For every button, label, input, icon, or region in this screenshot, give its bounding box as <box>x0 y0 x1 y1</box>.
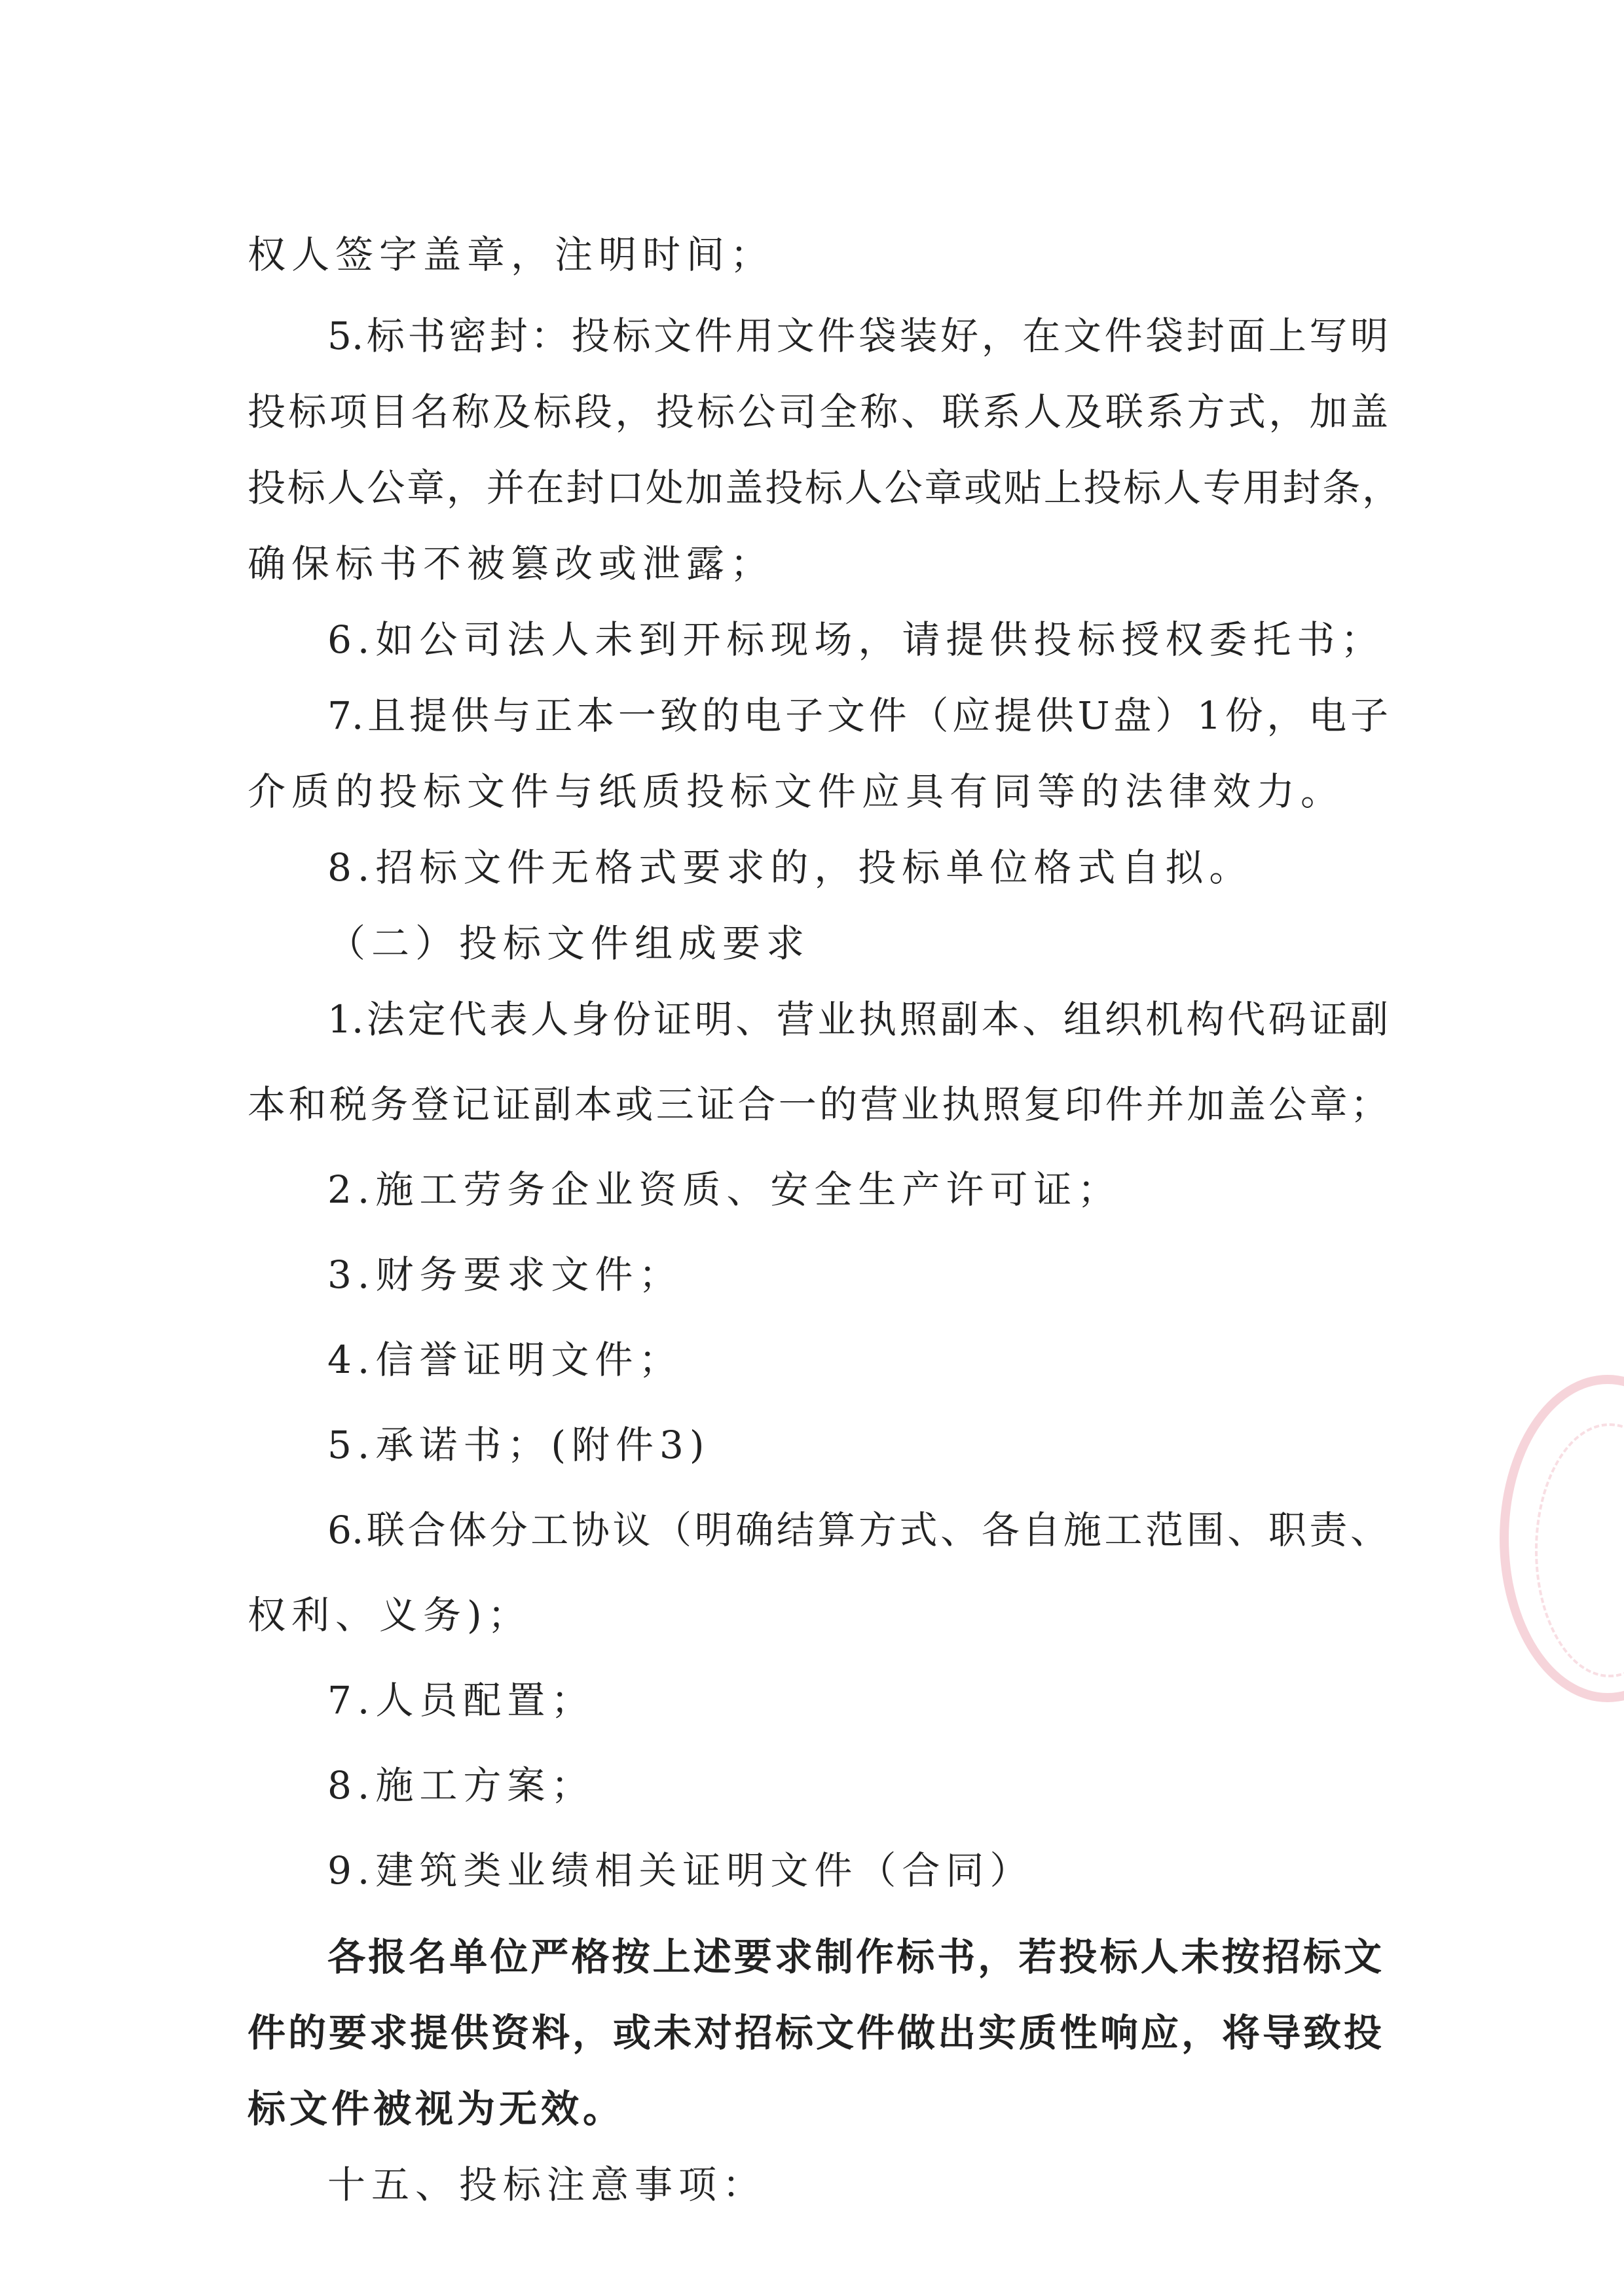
text-line-4: 投标人公章，并在封口处加盖投标人公章或贴上投标人专用封条， <box>248 465 1400 510</box>
text-line-3: 投标项目名称及标段，投标公司全称、联系人及联系方式，加盖 <box>248 390 1388 434</box>
text-line-16: 5.承诺书；(附件3) <box>327 1423 710 1467</box>
text-line-7: 7.且提供与正本一致的电子文件（应提供U盘）1份，电子 <box>327 693 1388 738</box>
text-line-1: 权人签字盖章，注明时间； <box>248 232 775 277</box>
bold-line-22: 各报名单位严格按上述要求制作标书，若投标人未按招标文 <box>327 1935 1382 1979</box>
red-seal-stamp <box>1500 1375 1624 1702</box>
bold-line-24: 标文件被视为无效。 <box>248 2086 625 2131</box>
text-line-12: 本和税务登记证副本或三证合一的营业执照复印件并加盖公章； <box>248 1082 1388 1127</box>
text-line-14: 3.财务要求文件； <box>327 1252 683 1297</box>
text-line-11: 1.法定代表人身份证明、营业执照副本、组织机构代码证副 <box>327 997 1388 1042</box>
text-line-17: 6.联合体分工协议（明确结算方式、各自施工范围、职责、 <box>327 1508 1388 1552</box>
text-line-2: 5.标书密封：投标文件用文件袋装好，在文件袋封面上写明 <box>327 314 1388 358</box>
text-line-15: 4.信誉证明文件； <box>327 1338 683 1382</box>
section-heading-2: （二）投标文件组成要求 <box>327 921 811 966</box>
seal-inner-ring <box>1535 1423 1624 1677</box>
text-line-9: 8.招标文件无格式要求的，投标单位格式自拟。 <box>327 845 1253 890</box>
text-line-8: 介质的投标文件与纸质投标文件应具有同等的法律效力。 <box>248 769 1345 814</box>
text-line-5: 确保标书不被篡改或泄露； <box>248 541 775 586</box>
text-line-13: 2.施工劳务企业资质、安全生产许可证； <box>327 1167 1122 1212</box>
text-line-21: 9.建筑类业绩相关证明文件（合同） <box>327 1848 1034 1893</box>
text-line-19: 7.人员配置； <box>327 1678 595 1722</box>
bold-line-23: 件的要求提供资料，或未对招标文件做出实质性响应，将导致投 <box>248 2011 1382 2055</box>
text-line-18: 权利、义务)； <box>248 1593 532 1637</box>
section-heading-15: 十五、投标注意事项： <box>327 2162 767 2207</box>
text-line-6: 6.如公司法人未到开标现场，请提供投标授权委托书； <box>327 617 1385 662</box>
text-line-20: 8.施工方案； <box>327 1763 595 1808</box>
